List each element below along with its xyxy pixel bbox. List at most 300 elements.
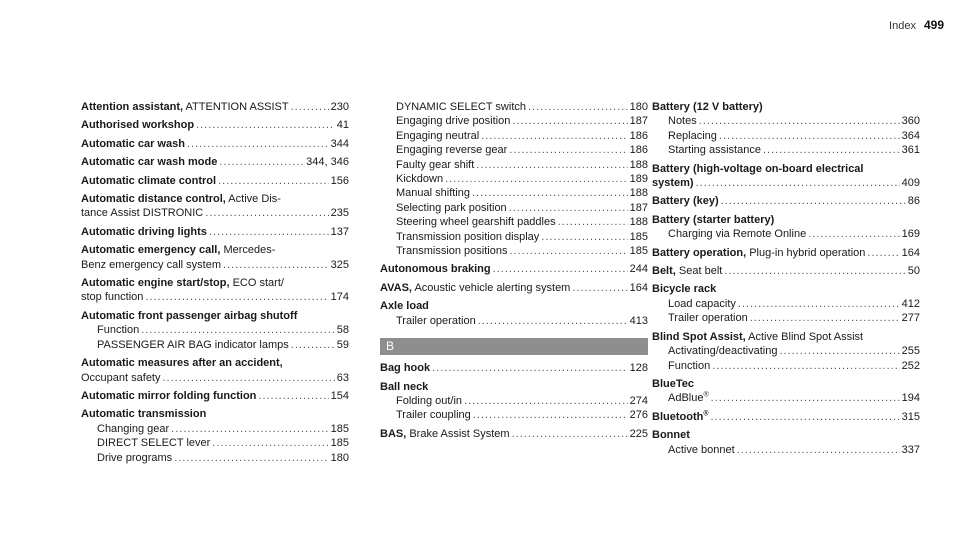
index-line [380, 201, 648, 215]
entry-keyword: Battery (12 V battery) [652, 101, 763, 113]
entry-text [396, 114, 510, 128]
index-line [652, 143, 920, 157]
page-ref: 185 [629, 230, 648, 243]
index-entry [81, 192, 349, 221]
leader-dots [291, 338, 335, 352]
index-entry [652, 282, 920, 325]
entry-text [668, 297, 736, 311]
page-ref: 189 [629, 173, 648, 186]
index-line [652, 443, 920, 457]
index-entry [81, 118, 349, 132]
entry-keyword: system) [652, 177, 694, 190]
index-line [81, 258, 349, 272]
index-line [81, 389, 349, 403]
entry-text [81, 155, 217, 169]
leader-dots [712, 359, 899, 373]
index-line [652, 311, 920, 325]
entry-heading [652, 330, 920, 344]
page-ref: 315 [901, 410, 920, 423]
page-ref: 276 [629, 409, 648, 422]
entry-detail: Transmission position display [396, 230, 540, 243]
index-entry [652, 100, 920, 158]
entry-heading [81, 192, 349, 206]
index-line [380, 100, 648, 114]
index-line [81, 290, 349, 304]
entry-detail: Engaging neutral [396, 129, 480, 142]
page-ref: 185 [629, 245, 648, 258]
page-ref: 128 [629, 362, 648, 375]
entry-text [97, 422, 169, 436]
index-line [380, 394, 648, 408]
entry-keyword: Bicycle rack [652, 283, 717, 296]
page-ref: 187 [629, 115, 648, 128]
page-ref: 325 [330, 258, 349, 271]
page-ref: 412 [901, 297, 920, 310]
page-ref: 137 [330, 225, 349, 238]
page-header [889, 18, 944, 32]
entry-detail: PASSENGER AIR BAG indicator lamps [97, 338, 289, 351]
entry-heading [81, 309, 349, 323]
index-entry [652, 428, 920, 457]
entry-detail: DYNAMIC SELECT switch [396, 101, 526, 113]
entry-detail: Acoustic vehicle alerting system [412, 281, 571, 294]
entry-heading [81, 243, 349, 257]
entry-keyword: Automatic distance control, [81, 193, 226, 206]
index-entry [81, 407, 349, 465]
page-ref: 255 [901, 345, 920, 358]
entry-heading [652, 428, 920, 442]
page-ref: 409 [901, 177, 920, 190]
entry-detail: Engaging reverse gear [396, 144, 508, 157]
entry-text [396, 172, 443, 186]
leader-dots [478, 314, 628, 328]
entry-text [97, 323, 139, 337]
entry-text [652, 176, 694, 190]
entry-text [668, 443, 735, 457]
entry-text [81, 371, 161, 385]
entry-text [396, 230, 539, 244]
entry-text [97, 436, 210, 450]
leader-dots [512, 427, 628, 441]
entry-detail: Faulty gear shift [396, 158, 475, 171]
index-line [81, 155, 349, 169]
leader-dots [750, 311, 900, 325]
entry-heading [380, 380, 648, 394]
leader-dots [205, 206, 328, 220]
entry-keyword: Bonnet [652, 429, 690, 442]
page-ref: 188 [629, 158, 648, 171]
leader-dots [141, 323, 335, 337]
entry-detail: Activating/deactivating [668, 345, 778, 358]
entry-keyword: AVAS, [380, 281, 412, 294]
entry-keyword: BAS, [380, 427, 407, 440]
page-ref: 188 [629, 216, 648, 229]
entry-heading [81, 407, 349, 421]
index-line [380, 186, 648, 200]
leader-dots [209, 225, 329, 239]
leader-dots [737, 443, 900, 457]
entry-detail: Kickdown [396, 173, 444, 186]
entry-text [380, 281, 570, 295]
index-line [652, 176, 920, 190]
index-entry [81, 356, 349, 385]
page-ref: 225 [629, 427, 648, 440]
entry-detail: Changing gear [97, 422, 170, 435]
page-ref: 244 [629, 263, 648, 276]
entry-detail: Load capacity [668, 297, 736, 310]
page-ref: 344, 346 [306, 156, 349, 169]
entry-text [380, 361, 430, 375]
entry-heading [652, 377, 920, 391]
page-number: 499 [923, 18, 944, 32]
entry-detail: stop function [81, 291, 144, 304]
entry-detail: Active Dis- [225, 193, 281, 206]
index-entry [380, 281, 648, 295]
index-entry [380, 262, 648, 276]
entry-text [97, 451, 172, 465]
entry-detail: Active bonnet [668, 443, 735, 456]
entry-detail: ECO start/ [229, 277, 284, 290]
entry-text [396, 244, 507, 258]
entry-detail: Charging via Remote Online [668, 228, 807, 241]
page-ref: 169 [901, 228, 920, 241]
index-entry [652, 410, 920, 424]
leader-dots [473, 408, 628, 422]
entry-keyword: Belt, [652, 265, 676, 278]
entry-detail: Mercedes- [220, 244, 276, 257]
page-ref: 50 [907, 265, 920, 278]
entry-text [652, 194, 719, 208]
entry-detail: Brake Assist System [406, 427, 510, 440]
entry-keyword: Automatic front passenger airbag shutoff [81, 309, 298, 322]
index-line [81, 371, 349, 385]
leader-dots [867, 246, 899, 260]
entry-text [668, 344, 777, 358]
index-line [380, 143, 648, 157]
page-ref: 59 [336, 338, 349, 351]
index-entry [652, 264, 920, 278]
entry-heading [652, 213, 920, 227]
page-ref: 180 [330, 451, 349, 464]
index-column-1 [81, 100, 349, 469]
entry-keyword: Bluetooth® [652, 410, 709, 423]
entry-text [396, 215, 556, 229]
leader-dots [223, 258, 329, 272]
leader-dots [738, 297, 900, 311]
index-line [81, 436, 349, 450]
entry-text [81, 290, 143, 304]
index-entry [81, 389, 349, 403]
page-ref: 360 [901, 115, 920, 128]
index-line [380, 158, 648, 172]
section-letter-bar: B [380, 338, 648, 355]
index-line [380, 281, 648, 295]
leader-dots [512, 114, 627, 128]
entry-text [668, 143, 761, 157]
page-ref: 186 [629, 144, 648, 157]
entry-detail: Replacing [668, 129, 717, 142]
page-ref: 230 [330, 101, 349, 113]
leader-dots [291, 100, 329, 114]
leader-dots [258, 389, 328, 403]
page-ref: 180 [629, 101, 648, 113]
leader-dots [476, 158, 627, 172]
index-entry [81, 225, 349, 239]
entry-text [652, 264, 722, 278]
entry-detail: Plug-in hybrid operation [746, 246, 866, 259]
index-entry [652, 194, 920, 208]
index-column-2 [380, 100, 648, 445]
entry-text [81, 174, 216, 188]
leader-dots [509, 201, 628, 215]
index-entry [380, 100, 648, 258]
entry-detail: Active Blind Spot Assist [745, 330, 864, 343]
index-line [380, 262, 648, 276]
entry-heading [652, 282, 920, 296]
index-line [652, 391, 920, 405]
entry-keyword: Automatic climate control [81, 174, 217, 187]
leader-dots [218, 174, 329, 188]
index-line [81, 225, 349, 239]
leader-dots [711, 410, 900, 424]
leader-dots [196, 118, 335, 132]
leader-dots [724, 264, 905, 278]
page-ref: 154 [330, 389, 349, 402]
index-entry [652, 330, 920, 373]
index-line [81, 137, 349, 151]
entry-text [396, 186, 470, 200]
leader-dots [174, 451, 328, 465]
entry-keyword: Authorised workshop [81, 119, 195, 132]
index-entry [380, 380, 648, 423]
leader-dots [493, 262, 628, 276]
page-ref: 58 [336, 324, 349, 337]
page-ref: 186 [629, 129, 648, 142]
index-entry [81, 174, 349, 188]
index-line [652, 297, 920, 311]
entry-text [81, 225, 207, 239]
leader-dots [509, 143, 627, 157]
index-line [652, 264, 920, 278]
page-ref: 188 [629, 187, 648, 200]
entry-detail: Drive programs [97, 451, 173, 464]
entry-text [396, 143, 507, 157]
leader-dots [145, 290, 328, 304]
index-entry [652, 377, 920, 406]
entry-keyword: Automatic car wash [81, 137, 185, 150]
page-ref: 156 [330, 174, 349, 187]
index-line [380, 408, 648, 422]
leader-dots [721, 194, 906, 208]
leader-dots [699, 114, 900, 128]
index-line [380, 427, 648, 441]
leader-dots [528, 100, 628, 114]
entry-detail: AdBlue® [668, 391, 709, 405]
entry-text [396, 408, 471, 422]
page-ref: 364 [901, 129, 920, 142]
page-ref: 164 [901, 246, 920, 259]
leader-dots [445, 172, 628, 186]
page-ref: 194 [901, 392, 920, 405]
entry-keyword: BlueTec [652, 377, 694, 390]
index-entry [380, 299, 648, 328]
entry-detail: Trailer operation [668, 312, 748, 325]
index-line [81, 174, 349, 188]
entry-text [81, 118, 194, 132]
index-line [380, 215, 648, 229]
index-entry [81, 309, 349, 352]
entry-detail: ATTENTION ASSIST [183, 101, 289, 113]
leader-dots [187, 137, 329, 151]
page-ref: 185 [330, 422, 349, 435]
entry-detail: Occupant safety [81, 371, 161, 384]
entry-detail: Starting assistance [668, 144, 761, 157]
leader-dots [696, 176, 900, 190]
index-line [380, 314, 648, 328]
page-ref: 187 [629, 201, 648, 214]
leader-dots [171, 422, 328, 436]
index-line [652, 227, 920, 241]
page-ref: 41 [336, 119, 349, 132]
entry-keyword: Automatic transmission [81, 408, 207, 421]
leader-dots [808, 227, 899, 241]
page-ref: 274 [629, 394, 648, 407]
entry-detail: Folding out/in [396, 394, 463, 407]
index-entry [81, 155, 349, 169]
index-entry [81, 137, 349, 151]
entry-detail: Steering wheel gearshift paddles [396, 216, 556, 229]
entry-keyword: Automatic measures after an accident, [81, 357, 283, 370]
entry-detail: Transmission positions [396, 245, 508, 258]
entry-text [97, 338, 289, 352]
entry-text [668, 391, 709, 405]
index-line [652, 246, 920, 260]
index-line [380, 244, 648, 258]
index-entry [81, 100, 349, 114]
entry-text [81, 137, 185, 151]
leader-dots [719, 129, 900, 143]
entry-text [81, 389, 256, 403]
leader-dots [432, 361, 628, 375]
leader-dots [541, 230, 627, 244]
entry-detail: Engaging drive position [396, 115, 511, 128]
entry-keyword: Battery (high-voltage on-board electrical [652, 162, 864, 175]
entry-text [652, 410, 709, 424]
entry-detail: DIRECT SELECT lever [97, 437, 211, 450]
page-ref: 361 [901, 144, 920, 157]
entry-detail: Trailer operation [396, 314, 476, 327]
entry-text [396, 129, 479, 143]
page-ref: 344 [330, 137, 349, 150]
index-line [652, 114, 920, 128]
index-entry [380, 361, 648, 375]
entry-text [396, 394, 462, 408]
leader-dots [763, 143, 900, 157]
index-line [380, 172, 648, 186]
entry-keyword: Automatic car wash mode [81, 156, 218, 169]
leader-dots [219, 155, 304, 169]
leader-dots [472, 186, 628, 200]
entry-keyword: Ball neck [380, 380, 429, 393]
index-line [380, 230, 648, 244]
header-section: Index [889, 20, 916, 32]
index-line [81, 323, 349, 337]
leader-dots [509, 244, 627, 258]
page-ref: 413 [629, 314, 648, 327]
index-line [81, 422, 349, 436]
index-line [652, 344, 920, 358]
index-line [652, 129, 920, 143]
entry-detail: Seat belt [675, 265, 723, 278]
entry-detail: Function [97, 324, 140, 337]
entry-text [396, 201, 507, 215]
entry-text [668, 227, 806, 241]
leader-dots [558, 215, 628, 229]
entry-text [668, 129, 717, 143]
index-entry [652, 162, 920, 191]
leader-dots [464, 394, 628, 408]
leader-dots [212, 436, 328, 450]
index-entry [81, 243, 349, 272]
entry-keyword: Attention assistant, [81, 101, 184, 113]
index-entry [380, 427, 648, 441]
entry-heading [380, 299, 648, 313]
entry-keyword: Battery (key) [652, 195, 719, 208]
entry-detail: tance Assist DISTRONIC [81, 207, 204, 220]
entry-text [380, 427, 510, 441]
entry-detail: Notes [668, 115, 697, 128]
page-ref: 277 [901, 312, 920, 325]
page-ref: 252 [901, 359, 920, 372]
entry-keyword: Automatic driving lights [81, 225, 207, 238]
entry-keyword: Automatic emergency call, [81, 244, 221, 257]
index-column-3 [652, 100, 920, 461]
entry-heading [81, 356, 349, 370]
page-ref: 63 [336, 371, 349, 384]
index-line [81, 206, 349, 220]
index-line [380, 361, 648, 375]
index-line [652, 410, 920, 424]
entry-detail: Function [668, 359, 711, 372]
page-ref: 337 [901, 443, 920, 456]
entry-keyword: Blind Spot Assist, [652, 330, 746, 343]
entry-text [81, 206, 203, 220]
page-ref: 86 [907, 195, 920, 208]
page-ref: 164 [629, 281, 648, 294]
leader-dots [711, 391, 900, 405]
leader-dots [572, 281, 627, 295]
leader-dots [779, 344, 899, 358]
entry-keyword: Bag hook [380, 362, 431, 375]
index-line [81, 118, 349, 132]
index-line [81, 451, 349, 465]
index-entry [652, 213, 920, 242]
page-ref: 235 [330, 207, 349, 220]
entry-text [396, 158, 474, 172]
page-ref: 185 [330, 437, 349, 450]
entry-heading [81, 276, 349, 290]
index-line [380, 114, 648, 128]
entry-text [668, 114, 697, 128]
entry-detail: Trailer coupling [396, 409, 471, 422]
entry-keyword: Battery operation, [652, 246, 747, 259]
index-entry [81, 276, 349, 305]
entry-detail: Selecting park position [396, 201, 507, 214]
index-line [652, 194, 920, 208]
entry-keyword: Battery (starter battery) [652, 213, 775, 226]
index-line [652, 359, 920, 373]
entry-text [380, 262, 491, 276]
